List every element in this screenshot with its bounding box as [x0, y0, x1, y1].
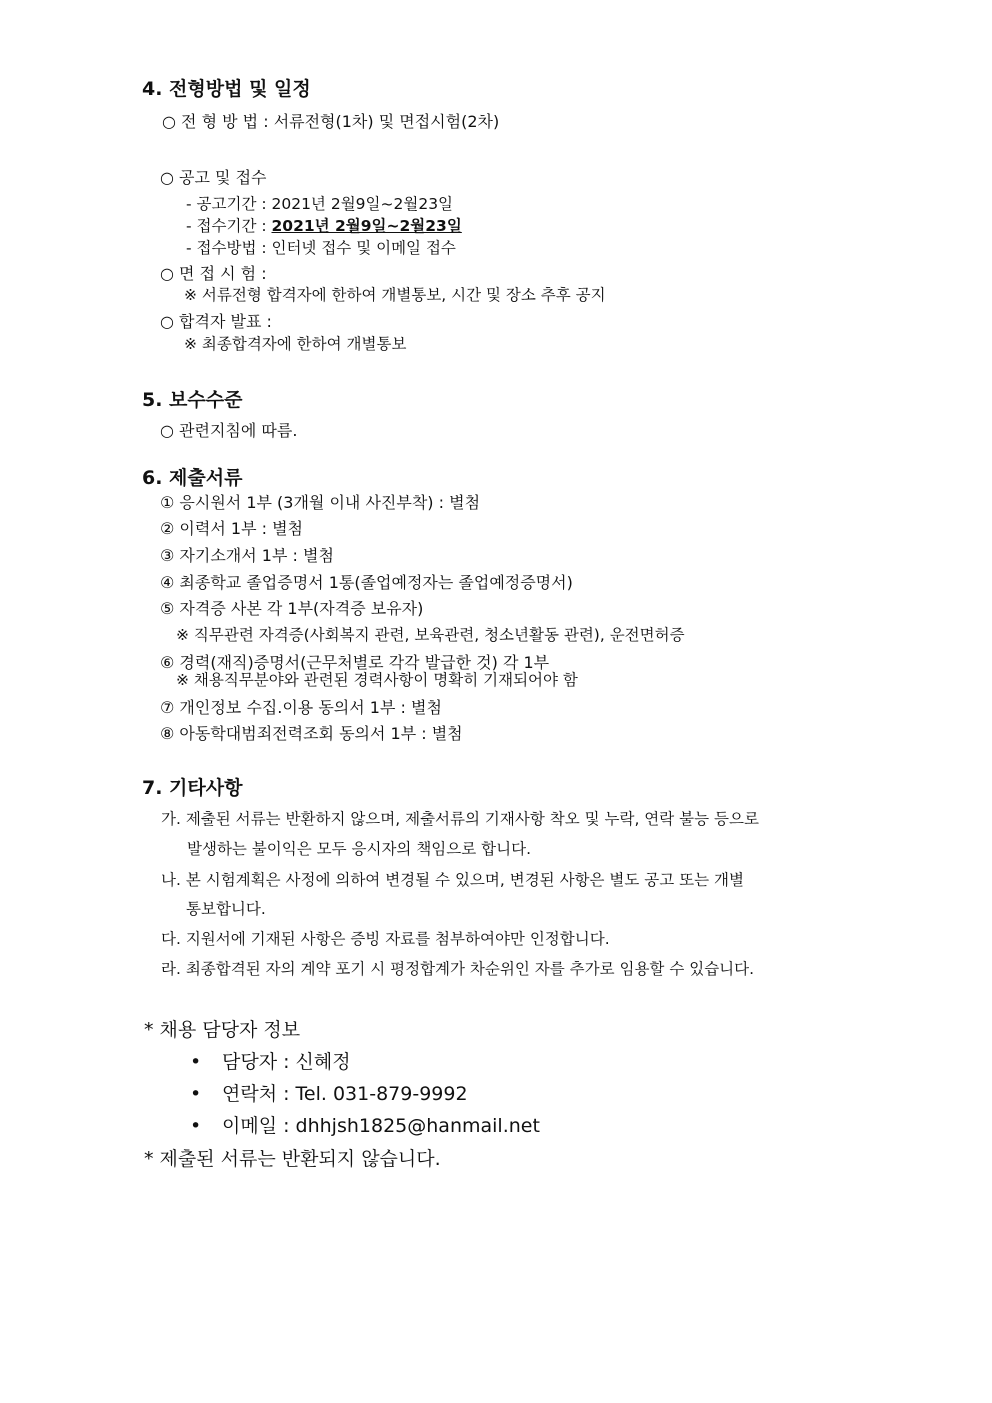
document-item: ③ 자기소개서 1부 : 별첨: [160, 546, 334, 565]
interview-note: ※ 서류전형 합격자에 한하여 개별통보, 시간 및 장소 추후 공지: [184, 286, 606, 304]
contact-bullet: •: [190, 1051, 202, 1073]
section-6-title: 6. 제출서류: [142, 467, 243, 489]
contact-phone: 연락처 : Tel. 031-879-9992: [222, 1083, 468, 1105]
interview-heading: ○ 면 접 시 험 :: [160, 264, 267, 283]
document-item: ② 이력서 1부 : 별첨: [160, 519, 303, 538]
other-line: 라. 최종합격된 자의 계약 포기 시 평정합계가 차순위인 자를 추가로 임용할 수 있습니다.: [161, 960, 755, 978]
receipt-period-prefix: - 접수기간 :: [186, 217, 272, 235]
result-note: ※ 최종합격자에 한하여 개별통보: [184, 335, 407, 353]
receipt-method: - 접수방법 : 인터넷 접수 및 이메일 접수: [186, 239, 456, 257]
other-line: 발생하는 불이익은 모두 응시자의 책임으로 합니다.: [187, 840, 531, 858]
document-note: ※ 채용직무분야와 관련된 경력사항이 명확히 기재되어야 함: [176, 671, 578, 689]
method-line: ○ 전 형 방 법 : 서류전형(1차) 및 면접시험(2차): [162, 112, 500, 131]
document-item: ⑥ 경력(재직)증명서(근무처별로 각각 발급한 것) 각 1부: [160, 653, 550, 672]
salary-item: ○ 관련지침에 따름.: [160, 421, 298, 440]
other-line: 나. 본 시험계획은 사정에 의하여 변경될 수 있으며, 변경된 사항은 별도 공고 또는 개별: [161, 871, 744, 889]
contact-manager: 담당자 : 신혜정: [222, 1051, 351, 1073]
document-item: ⑧ 아동학대범죄전력조회 동의서 1부 : 별첨: [160, 724, 463, 743]
other-line: 다. 지원서에 기재된 사항은 증빙 자료를 첨부하여야만 인정합니다.: [161, 930, 610, 948]
contact-bullet: •: [190, 1115, 202, 1137]
section-4-title: 4. 전형방법 및 일정: [142, 78, 311, 100]
section-5-title: 5. 보수수준: [142, 389, 243, 411]
receipt-period-value: 2021년 2월9일~2월23일: [271, 217, 462, 235]
notice-receipt-heading: ○ 공고 및 접수: [160, 168, 267, 187]
document-item: ④ 최종학교 졸업증명서 1통(졸업예정자는 졸업예정증명서): [160, 573, 573, 592]
document-note: ※ 직무관련 자격증(사회복지 관련, 보육관련, 청소년활동 관련), 운전면허증: [176, 626, 685, 644]
receipt-period-line: [186, 219, 462, 235]
contact-email[interactable]: 이메일 : dhhjsh1825@hanmail.net: [222, 1115, 540, 1137]
other-line: 가. 제출된 서류는 반환하지 않으며, 제출서류의 기재사항 착오 및 누락, 연락 불능 등으로: [161, 810, 759, 828]
contact-bullet: •: [190, 1083, 202, 1105]
document-item: ⑤ 자격증 사본 각 1부(자격증 보유자): [160, 599, 424, 618]
return-notice: * 제출된 서류는 반환되지 않습니다.: [144, 1148, 441, 1170]
result-heading: ○ 합격자 발표 :: [160, 312, 272, 331]
document-item: ⑦ 개인정보 수집.이용 동의서 1부 : 별첨: [160, 698, 442, 717]
document-item: ① 응시원서 1부 (3개월 이내 사진부착) : 별첨: [160, 493, 481, 512]
section-7-title: 7. 기타사항: [142, 777, 243, 799]
notice-period: - 공고기간 : 2021년 2월9일~2월23일: [186, 195, 454, 213]
other-line: 통보합니다.: [186, 900, 266, 918]
contact-title: * 채용 담당자 정보: [144, 1019, 301, 1041]
